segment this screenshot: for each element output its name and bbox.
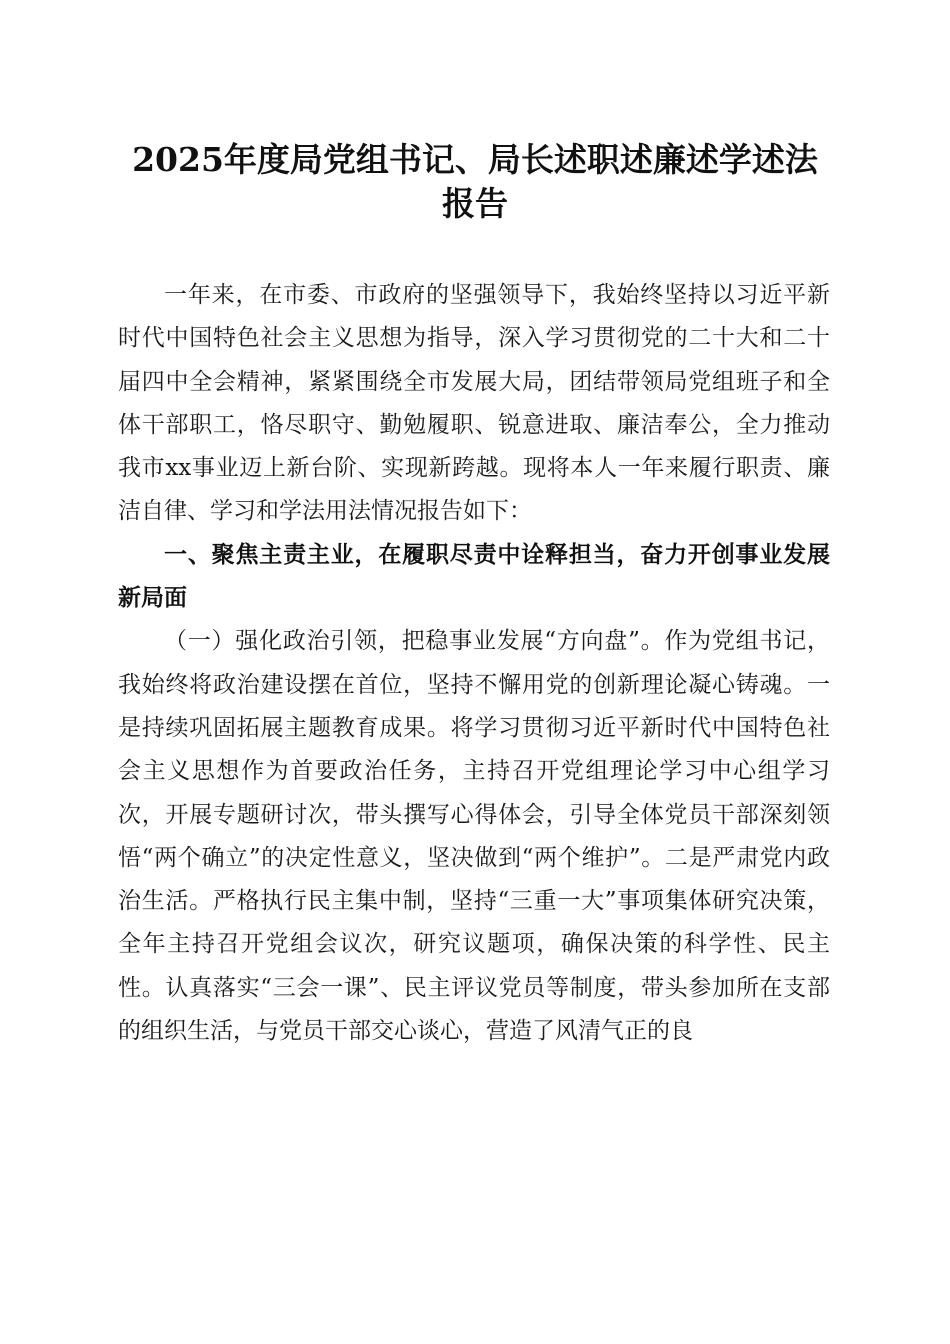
subsection-paragraph-1: （一）强化政治引领，把稳事业发展“方向盘”。作为党组书记，我始终将政治建设摆在首位，坚持不懈用党的创新理论凝心铸魂。一是持续巩固拓展主题教育成果。将学习贯彻习近平新时代中国特色社会主义思想作为首要政治任务，主持召开党组理论学习中心组学习次，开展专题研讨次，带头撰写心得体会，引导全体党员干部深刻领悟“两个确立”的决定性意义，坚决做到“两个维护”。二是严肃党内政治生活。严格执行民主集中制，坚持“三重一大”事项集体研究决策，全年主持召开党组会议次，研究议题项，确保决策的科学性、民主性。认真落实“三会一课”、民主评议党员等制度，带头参加所在支部的组织生活，与党员干部交心谈心，营造了风清气正的良 — [118, 628, 830, 1045]
document-title: 2025年度局党组书记、局长述职述廉述学述法报告 — [132, 140, 818, 223]
document-body — [118, 274, 830, 1053]
section-heading-1: 一、聚焦主责主业，在履职尽责中诠释担当，奋力开创事业发展新局面 — [118, 541, 830, 612]
intro-paragraph: 一年来，在市委、市政府的坚强领导下，我始终坚持以习近平新时代中国特色社会主义思想为指导，深入学习贯彻党的二十大和二十届四中全会精神，紧紧围绕全市发展大局，团结带领局党组班子和全体干部职工，恪尽职守、勤勉履职、锐意进取、廉洁奉公，全力推动我市xx事业迈上新台阶、实现新跨越。现将本人一年来履行职责、廉洁自律、学习和学法用法情况报告如下： — [118, 282, 830, 525]
